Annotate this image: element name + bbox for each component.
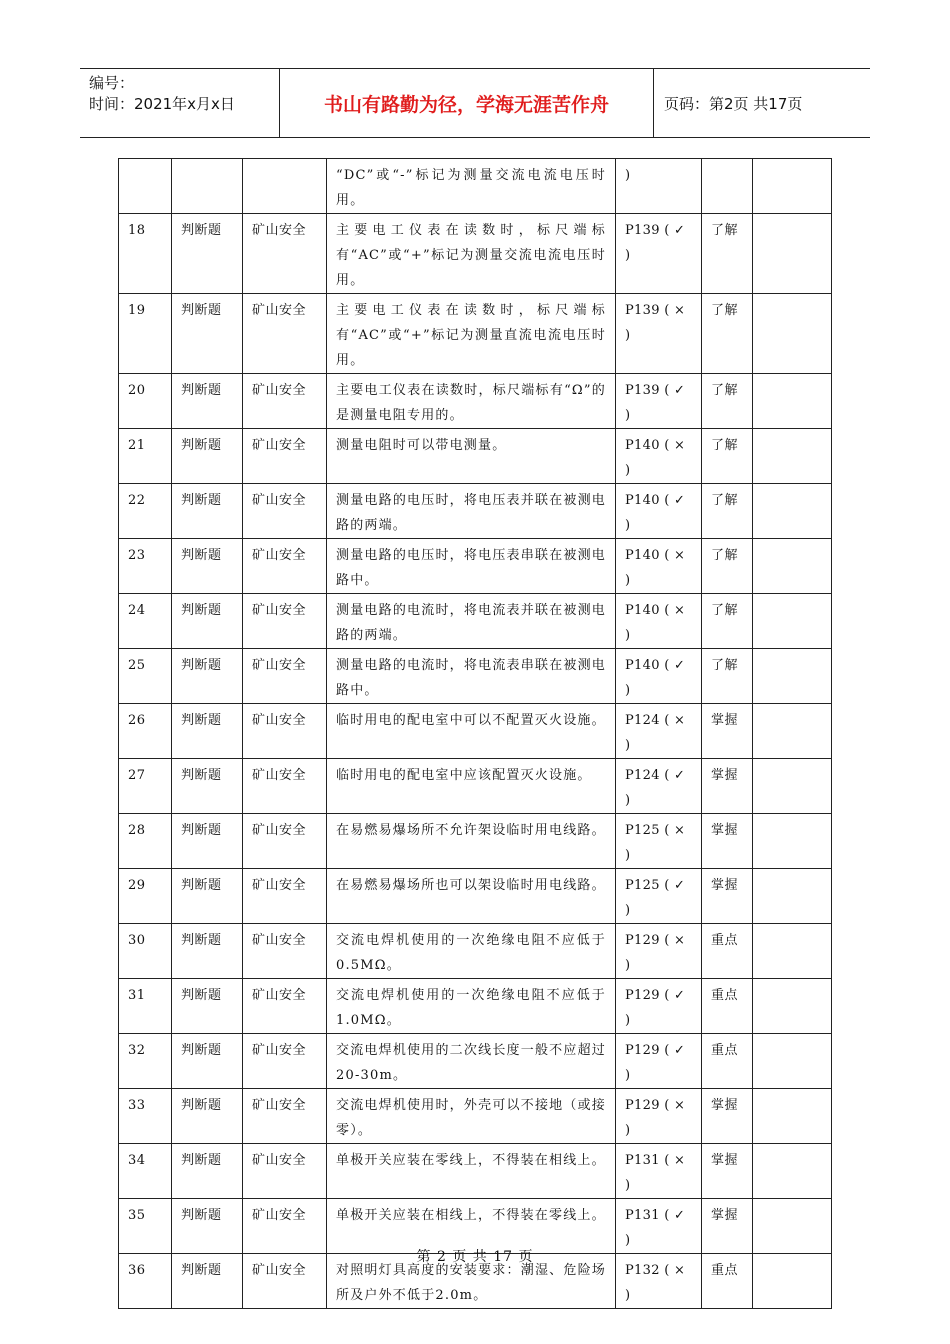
question-type: 判断题 (172, 1199, 243, 1254)
question-level: 了解 (702, 484, 753, 539)
question-type (172, 159, 243, 214)
question-note (753, 979, 832, 1034)
header-divider (653, 69, 654, 137)
question-number: 34 (119, 1144, 172, 1199)
question-category: 矿山安全 (243, 1199, 327, 1254)
question-type: 判断题 (172, 594, 243, 649)
question-type: 判断题 (172, 924, 243, 979)
question-note (753, 374, 832, 429)
question-level: 重点 (702, 1034, 753, 1089)
question-number: 32 (119, 1034, 172, 1089)
question-category: 矿山安全 (243, 484, 327, 539)
question-reference-answer: P140 ( × ) (616, 539, 702, 594)
question-level: 掌握 (702, 1089, 753, 1144)
question-type: 判断题 (172, 814, 243, 869)
question-type: 判断题 (172, 484, 243, 539)
header-page-info: 页码：第2页 共17页 (664, 94, 803, 113)
question-reference-answer: P139 ( ✓ ) (616, 214, 702, 294)
question-number: 18 (119, 214, 172, 294)
question-reference-answer: P124 ( ✓ ) (616, 759, 702, 814)
question-note (753, 594, 832, 649)
question-content: 主要电工仪表在读数时，标尺端标有“Ω”的是测量电阻专用的。 (327, 374, 616, 429)
question-table (118, 158, 832, 1309)
table-row (119, 484, 832, 539)
question-reference-answer: P129 ( × ) (616, 1089, 702, 1144)
question-category (243, 159, 327, 214)
question-reference-answer: ) (616, 159, 702, 214)
table-row (119, 649, 832, 704)
question-level (702, 159, 753, 214)
question-reference-answer: P140 ( × ) (616, 594, 702, 649)
question-level: 掌握 (702, 814, 753, 869)
question-table-body (119, 159, 832, 1309)
question-content: 交流电焊机使用的二次线长度一般不应超过20-30m。 (327, 1034, 616, 1089)
question-number: 26 (119, 704, 172, 759)
question-category: 矿山安全 (243, 814, 327, 869)
table-row (119, 869, 832, 924)
question-type: 判断题 (172, 374, 243, 429)
question-note (753, 814, 832, 869)
question-type: 判断题 (172, 539, 243, 594)
question-number: 29 (119, 869, 172, 924)
question-number: 31 (119, 979, 172, 1034)
question-reference-answer: P139 ( × ) (616, 294, 702, 374)
question-type: 判断题 (172, 759, 243, 814)
table-row (119, 979, 832, 1034)
question-reference-answer: P139 ( ✓ ) (616, 374, 702, 429)
question-type: 判断题 (172, 429, 243, 484)
question-category: 矿山安全 (243, 759, 327, 814)
question-note (753, 704, 832, 759)
table-row (119, 594, 832, 649)
question-type: 判断题 (172, 979, 243, 1034)
question-level: 了解 (702, 374, 753, 429)
question-content: 临时用电的配电室中可以不配置灭火设施。 (327, 704, 616, 759)
table-row (119, 294, 832, 374)
question-number: 23 (119, 539, 172, 594)
question-reference-answer: P125 ( ✓ ) (616, 869, 702, 924)
question-note (753, 294, 832, 374)
question-number: 22 (119, 484, 172, 539)
question-number: 36 (119, 1254, 172, 1309)
question-note (753, 869, 832, 924)
question-note (753, 429, 832, 484)
question-category: 矿山安全 (243, 594, 327, 649)
table-row (119, 539, 832, 594)
question-category: 矿山安全 (243, 539, 327, 594)
question-content: 交流电焊机使用时，外壳可以不接地（或接零）。 (327, 1089, 616, 1144)
table-row (119, 429, 832, 484)
question-category: 矿山安全 (243, 374, 327, 429)
question-type: 判断题 (172, 294, 243, 374)
question-level: 了解 (702, 594, 753, 649)
question-content: 测量电路的电压时，将电压表并联在被测电路的两端。 (327, 484, 616, 539)
question-note (753, 484, 832, 539)
question-category: 矿山安全 (243, 704, 327, 759)
question-number: 33 (119, 1089, 172, 1144)
question-type: 判断题 (172, 704, 243, 759)
question-type: 判断题 (172, 649, 243, 704)
question-level: 重点 (702, 924, 753, 979)
question-level: 了解 (702, 649, 753, 704)
question-note (753, 539, 832, 594)
table-row (119, 759, 832, 814)
question-content: 测量电路的电流时，将电流表串联在被测电路中。 (327, 649, 616, 704)
question-level: 重点 (702, 979, 753, 1034)
question-number (119, 159, 172, 214)
question-content: 主要电工仪表在读数时，标尺端标有“AC”或“+”标记为测量直流电流电压时用。 (327, 294, 616, 374)
question-content: 交流电焊机使用的一次绝缘电阻不应低于1.0MΩ。 (327, 979, 616, 1034)
question-category: 矿山安全 (243, 429, 327, 484)
question-type: 判断题 (172, 1144, 243, 1199)
question-type: 判断题 (172, 1089, 243, 1144)
question-number: 20 (119, 374, 172, 429)
question-reference-answer: P129 ( × ) (616, 924, 702, 979)
question-number: 30 (119, 924, 172, 979)
question-category: 矿山安全 (243, 649, 327, 704)
question-content: 主要电工仪表在读数时，标尺端标有“AC”或“+”标记为测量交流电流电压时用。 (327, 214, 616, 294)
question-type: 判断题 (172, 214, 243, 294)
question-category: 矿山安全 (243, 1089, 327, 1144)
question-reference-answer: P140 ( ✓ ) (616, 484, 702, 539)
question-content: 测量电路的电压时，将电压表串联在被测电路中。 (327, 539, 616, 594)
question-note (753, 649, 832, 704)
question-level: 重点 (702, 1254, 753, 1309)
question-level: 掌握 (702, 869, 753, 924)
table-row (119, 374, 832, 429)
page-header (80, 68, 870, 138)
question-note (753, 1144, 832, 1199)
question-level: 了解 (702, 539, 753, 594)
question-reference-answer: P129 ( ✓ ) (616, 979, 702, 1034)
question-number: 35 (119, 1199, 172, 1254)
question-category: 矿山安全 (243, 1144, 327, 1199)
question-note (753, 214, 832, 294)
question-type: 判断题 (172, 869, 243, 924)
question-category: 矿山安全 (243, 1254, 327, 1309)
table-row (119, 814, 832, 869)
question-content: 在易燃易爆场所不允许架设临时用电线路。 (327, 814, 616, 869)
question-level: 了解 (702, 294, 753, 374)
question-note (753, 1089, 832, 1144)
question-type: 判断题 (172, 1254, 243, 1309)
question-category: 矿山安全 (243, 869, 327, 924)
question-level: 掌握 (702, 1144, 753, 1199)
table-row (119, 214, 832, 294)
question-level: 掌握 (702, 759, 753, 814)
question-category: 矿山安全 (243, 979, 327, 1034)
table-row (119, 704, 832, 759)
header-motto: 书山有路勤为径，学海无涯苦作舟 (323, 93, 609, 116)
question-reference-answer: P131 ( ✓ ) (616, 1199, 702, 1254)
question-level: 了解 (702, 429, 753, 484)
question-reference-answer: P124 ( × ) (616, 704, 702, 759)
question-reference-answer: P140 ( × ) (616, 429, 702, 484)
question-number: 24 (119, 594, 172, 649)
question-number: 28 (119, 814, 172, 869)
question-category: 矿山安全 (243, 294, 327, 374)
table-row (119, 159, 832, 214)
question-note (753, 1034, 832, 1089)
question-note (753, 759, 832, 814)
table-row (119, 1034, 832, 1089)
doc-code-label: 编号： (89, 74, 135, 92)
question-content: 对照明灯具高度的安装要求：潮湿、危险场所及户外不低于2.0m。 (327, 1254, 616, 1309)
question-level: 了解 (702, 214, 753, 294)
question-level: 掌握 (702, 1199, 753, 1254)
question-content: “DC”或“-”标记为测量交流电流电压时用。 (327, 159, 616, 214)
question-number: 19 (119, 294, 172, 374)
question-category: 矿山安全 (243, 1034, 327, 1089)
question-note (753, 924, 832, 979)
question-number: 21 (119, 429, 172, 484)
question-content: 在易燃易爆场所也可以架设临时用电线路。 (327, 869, 616, 924)
table-row (119, 1144, 832, 1199)
question-content: 单极开关应装在相线上，不得装在零线上。 (327, 1199, 616, 1254)
question-number: 25 (119, 649, 172, 704)
question-content: 测量电路的电流时，将电流表并联在被测电路的两端。 (327, 594, 616, 649)
question-type: 判断题 (172, 1034, 243, 1089)
question-content: 单极开关应装在零线上，不得装在相线上。 (327, 1144, 616, 1199)
question-category: 矿山安全 (243, 214, 327, 294)
question-note (753, 159, 832, 214)
question-content: 测量电阻时可以带电测量。 (327, 429, 616, 484)
question-reference-answer: P132 ( × ) (616, 1254, 702, 1309)
table-row (119, 924, 832, 979)
page-footer: 第 2 页 共 17 页 (416, 1249, 534, 1265)
question-reference-answer: P129 ( ✓ ) (616, 1034, 702, 1089)
header-meta (89, 73, 279, 115)
question-content: 临时用电的配电室中应该配置灭火设施。 (327, 759, 616, 814)
question-category: 矿山安全 (243, 924, 327, 979)
table-row (119, 1089, 832, 1144)
question-number: 27 (119, 759, 172, 814)
doc-time-label: 时间：2021年x月x日 (89, 95, 235, 113)
question-level: 掌握 (702, 704, 753, 759)
question-reference-answer: P140 ( ✓ ) (616, 649, 702, 704)
question-content: 交流电焊机使用的一次绝缘电阻不应低于0.5MΩ。 (327, 924, 616, 979)
question-reference-answer: P131 ( × ) (616, 1144, 702, 1199)
question-reference-answer: P125 ( × ) (616, 814, 702, 869)
